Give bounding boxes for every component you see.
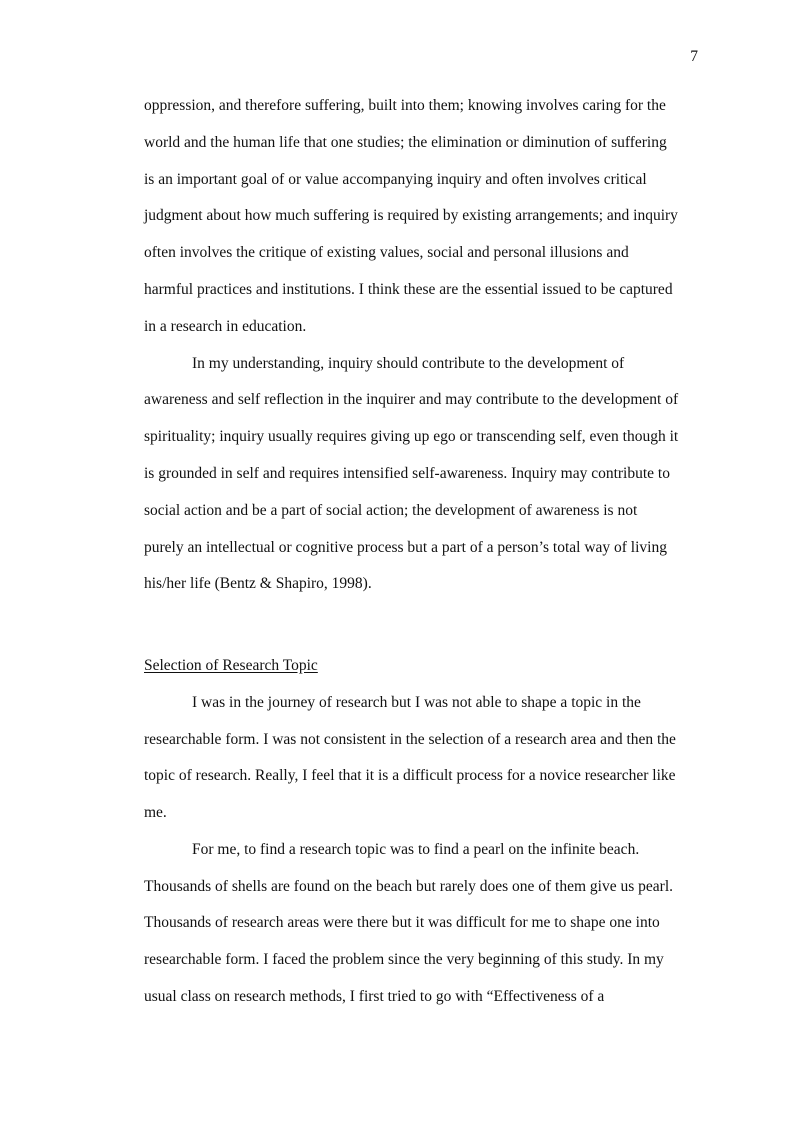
paragraph-line: is an important goal of or value accompanying inquiry and often involves critical	[144, 171, 647, 188]
paragraph-line: awareness and self reflection in the inquirer and may contribute to the development of	[144, 391, 679, 408]
paragraph-line: in a research in education.	[144, 318, 307, 335]
paragraph-line: often involves the critique of existing values, social and personal illusions and	[144, 244, 629, 261]
paragraph-line: purely an intellectual or cognitive process but a part of a person’s total way of living	[144, 539, 667, 556]
paragraph-line: spirituality; inquiry usually requires giving up ego or transcending self, even though it	[144, 428, 679, 445]
paragraph-line: For me, to find a research topic was to find a pearl on the infinite beach.	[192, 841, 640, 858]
paragraph-line: is grounded in self and requires intensified self-awareness. Inquiry may contribute to	[144, 465, 670, 482]
section-heading: Selection of Research Topic	[144, 657, 318, 674]
paragraph-line: harmful practices and institutions. I think these are the essential issued to be captured	[144, 281, 673, 298]
paragraph-line: judgment about how much suffering is required by existing arrangements; and inquiry	[144, 207, 678, 224]
paragraph-line: oppression, and therefore suffering, built into them; knowing involves caring for the	[144, 97, 666, 114]
paragraph-line: In my understanding, inquiry should contribute to the development of	[192, 355, 625, 372]
paragraph-line: I was in the journey of research but I was not able to shape a topic in the	[192, 694, 641, 711]
paragraph-line: topic of research. Really, I feel that it is a difficult process for a novice researcher like	[144, 767, 676, 784]
paragraph-line: usual class on research methods, I first tried to go with “Effectiveness of a	[144, 988, 605, 1005]
paragraph-line: researchable form. I was not consistent in the selection of a research area and then the	[144, 731, 676, 748]
paragraph-line: world and the human life that one studies; the elimination or diminution of suffering	[144, 134, 667, 151]
page-number: 7	[690, 48, 698, 65]
paragraph-line: social action and be a part of social action; the development of awareness is not	[144, 502, 638, 519]
paragraph-line: me.	[144, 804, 167, 821]
paragraph-line: Thousands of research areas were there but it was difficult for me to shape one into	[144, 914, 660, 931]
paragraph-line: his/her life (Bentz & Shapiro, 1998).	[144, 575, 372, 592]
paragraph-line: researchable form. I faced the problem since the very beginning of this study. In my	[144, 951, 664, 968]
paragraph-line: Thousands of shells are found on the beach but rarely does one of them give us pearl.	[144, 878, 673, 895]
